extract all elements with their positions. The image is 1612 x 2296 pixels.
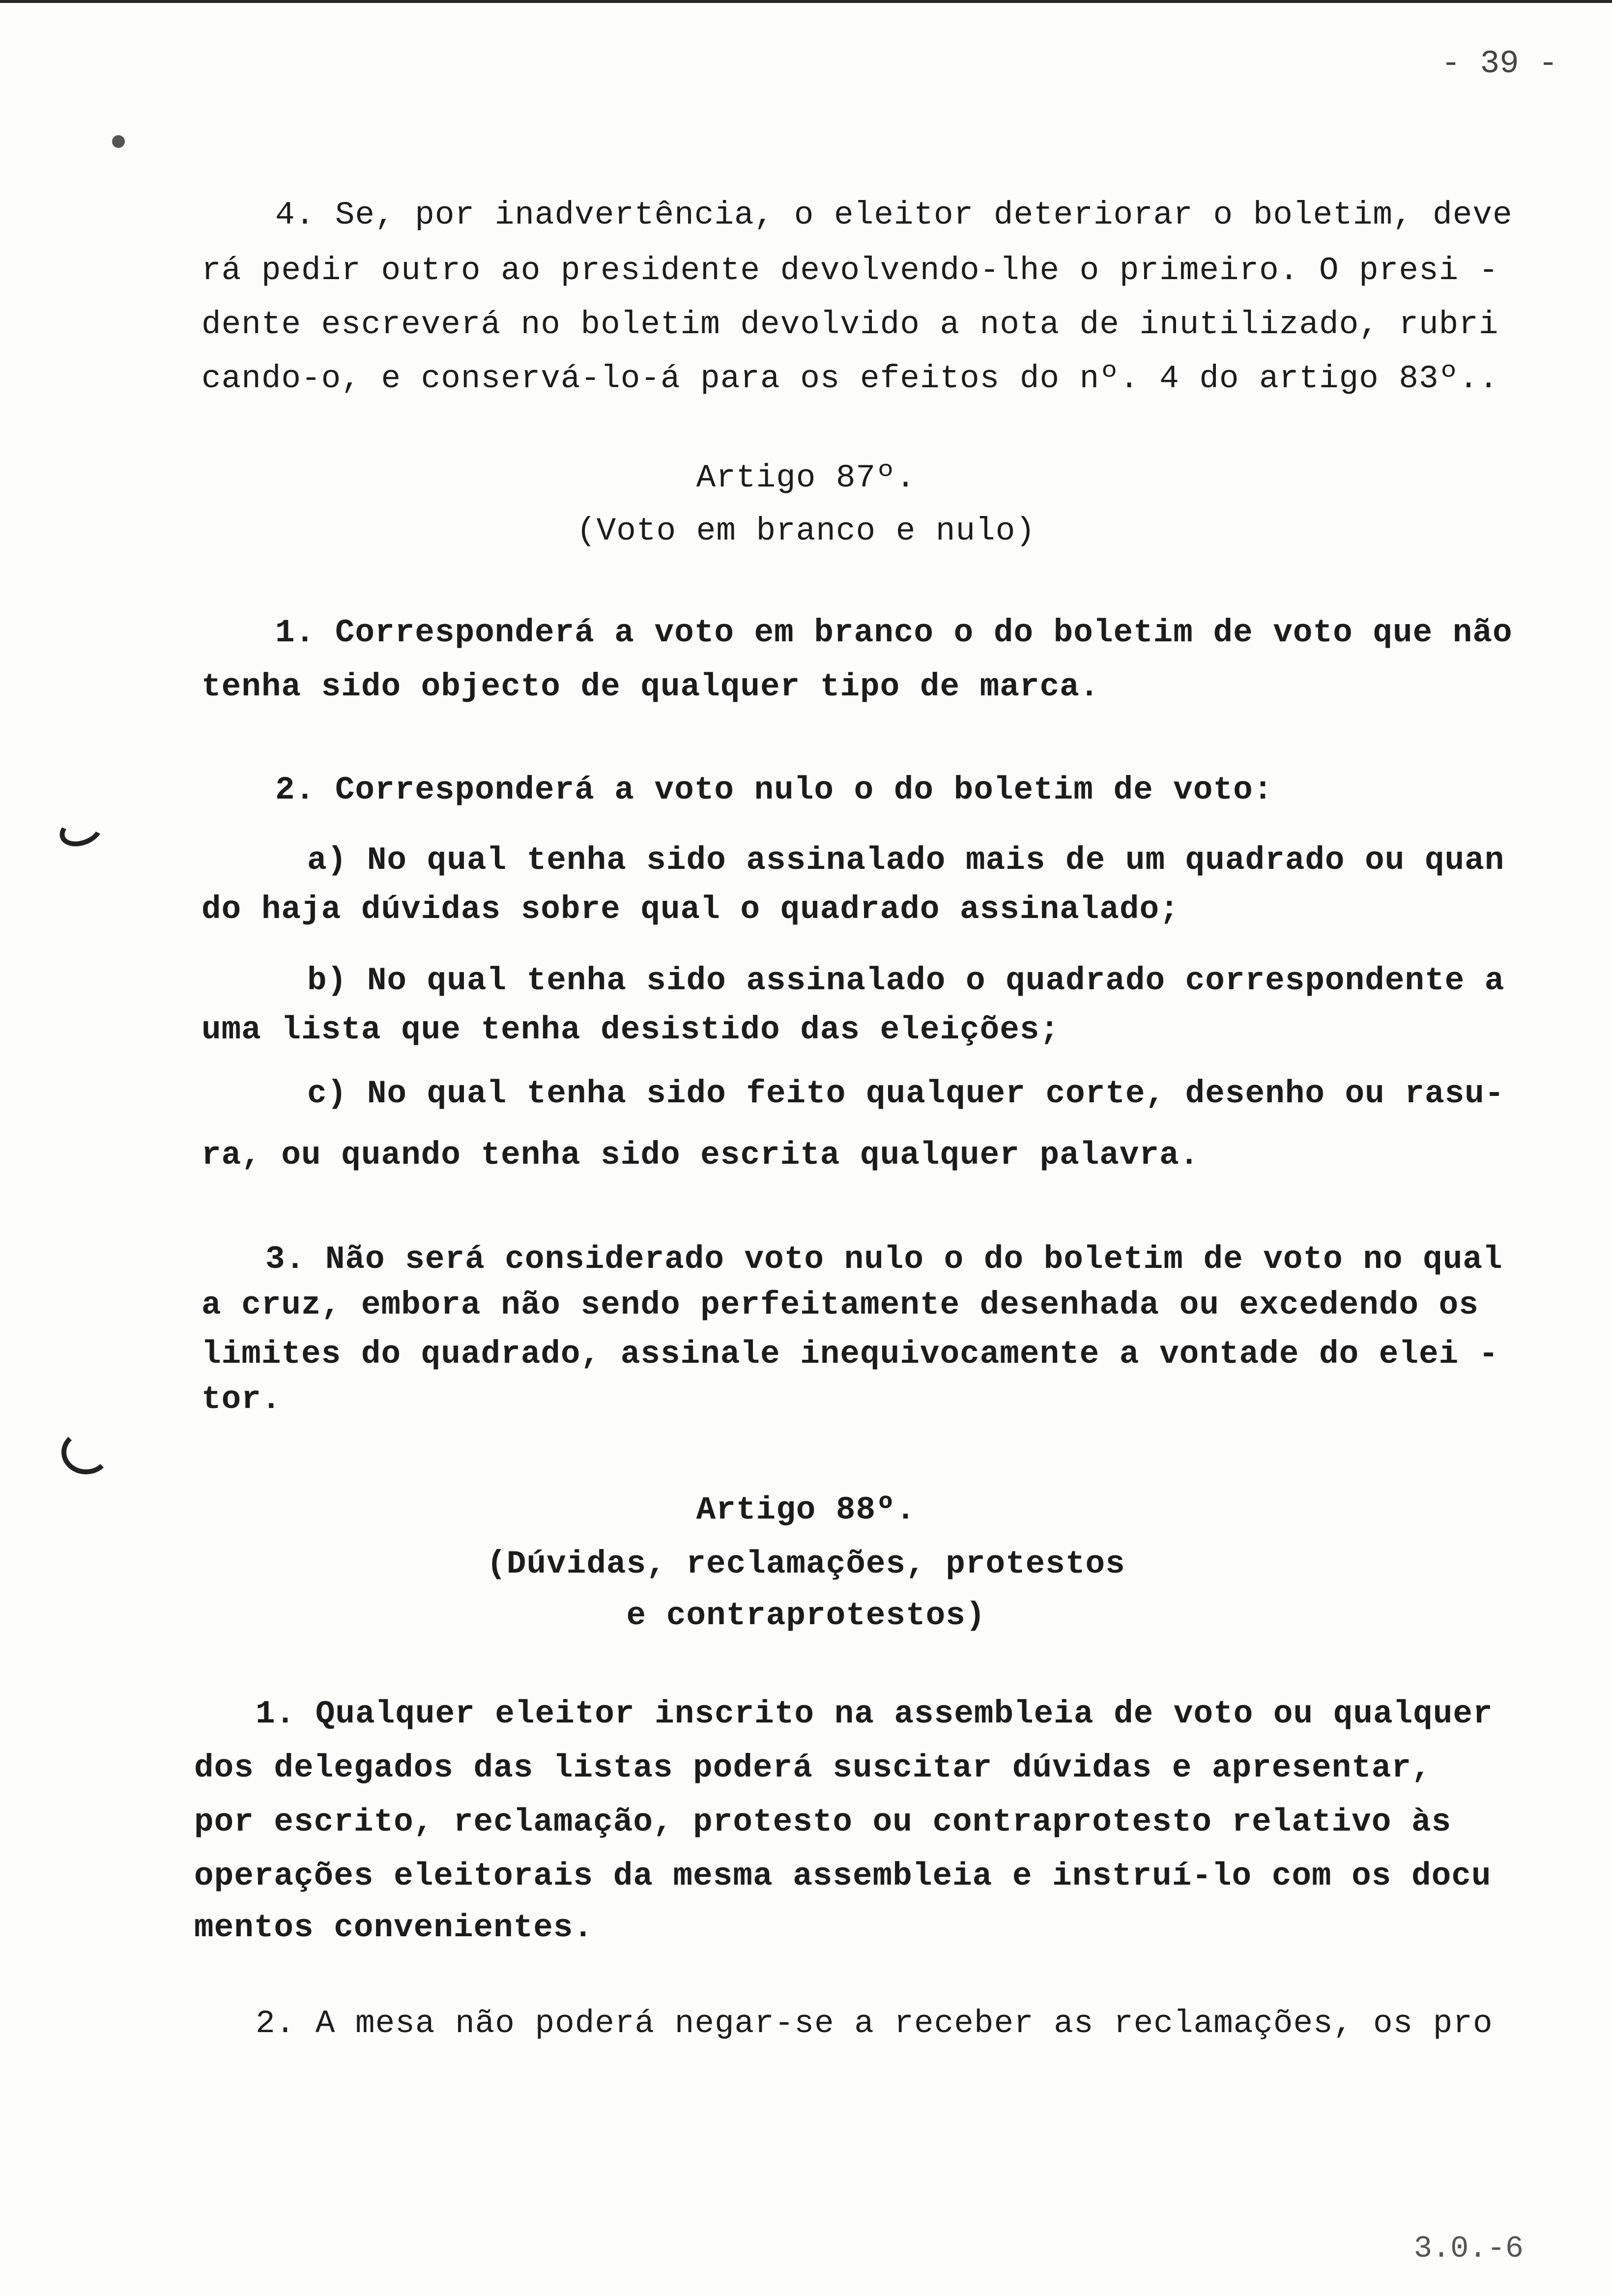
paragraph-line: limites do quadrado, assinale inequivocamente a vontade do elei - [202,1336,1499,1373]
paragraph-line: ra, ou quando tenha sido escrita qualquer palavra. [202,1137,1200,1174]
paragraph-line: uma lista que tenha desistido das eleições; [202,1011,1060,1048]
paragraph-line: dente escreverá no boletim devolvido a nota de inutilizado, rubri [202,306,1499,343]
paragraph-line: 2. A mesa não poderá negar-se a receber as reclamações, os pro [256,2005,1493,2042]
paragraph-line: a) No qual tenha sido assinalado mais de um quadrado ou quan [307,842,1505,879]
paragraph-line: b) No qual tenha sido assinalado o quadrado correspondente a [307,962,1505,999]
paragraph-line: c) No qual tenha sido feito qualquer corte, desenho ou rasu- [307,1075,1505,1112]
paragraph-line: 1. Corresponderá a voto em branco o do boletim de voto que não [275,614,1513,651]
paragraph-line: 2. Corresponderá a voto nulo o do boletim de voto: [275,772,1273,808]
paragraph-line: 3. Não será considerado voto nulo o do boletim de voto no qual [265,1241,1503,1278]
paragraph-line: tenha sido objecto de qualquer tipo de marca. [202,668,1100,705]
footer-mark: 3.0.-6 [1413,2231,1524,2266]
paragraph-line: 1. Qualquer eleitor inscrito na assembleia de voto ou qualquer [256,1695,1493,1732]
article-subtitle: (Voto em branco e nulo) [576,513,1036,549]
scan-mark [55,809,107,852]
paragraph-line: do haja dúvidas sobre qual o quadrado assinalado; [202,891,1180,928]
scan-speck [112,135,125,148]
page-number: - 39 - [1441,45,1558,82]
paragraph-line: mentos convenientes. [194,1909,594,1946]
paragraph-line: rá pedir outro ao presidente devolvendo-lhe o primeiro. O presi - [202,252,1499,289]
paragraph-line: cando-o, e conservá-lo-á para os efeitos do nº. 4 do artigo 83º.. [202,360,1499,397]
paragraph-line: tor. [202,1381,282,1418]
paragraph-line: a cruz, embora não sendo perfeitamente desenhada ou excedendo os [202,1287,1479,1323]
paragraph-line: operações eleitorais da mesma assembleia e instruí-lo com os docu [194,1858,1492,1894]
paragraph-line: 4. Se, por inadvertência, o eleitor deteriorar o boletim, deve [275,197,1513,233]
article-subtitle: (Dúvidas, reclamações, protestos [487,1546,1125,1582]
scan-mark [61,1430,111,1474]
article-heading: Artigo 87º. [696,459,916,496]
article-subtitle: e contraprotestos) [626,1597,986,1634]
paragraph-line: por escrito, reclamação, protesto ou contraprotesto relativo às [194,1804,1452,1840]
paragraph-line: dos delegados das listas poderá suscitar dúvidas e apresentar, [194,1750,1432,1786]
top-rule [0,0,1612,3]
article-heading: Artigo 88º. [696,1492,916,1528]
